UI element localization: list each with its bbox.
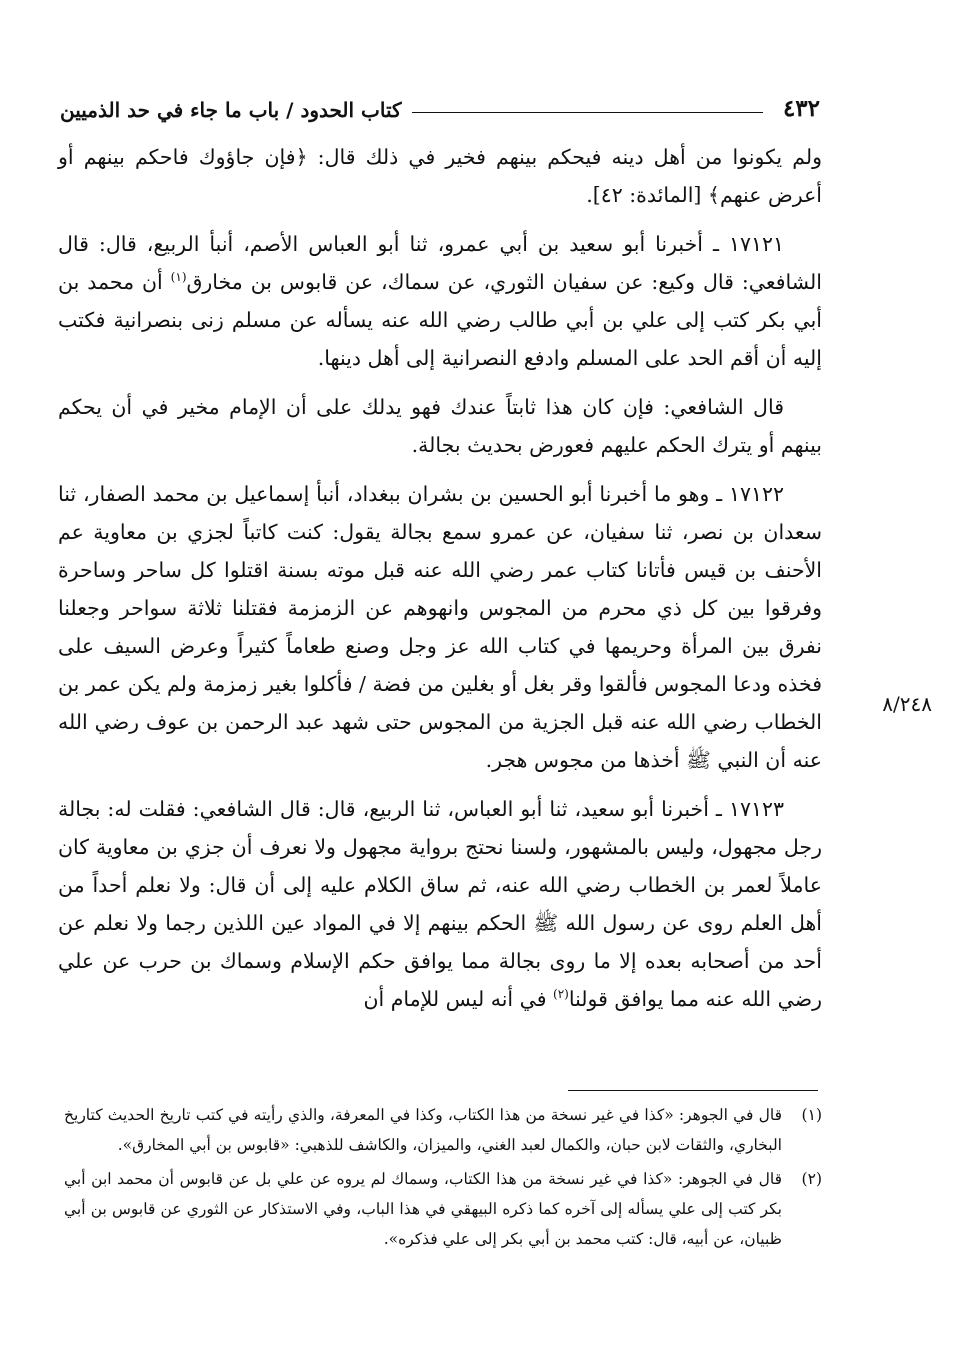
footnotes	[64, 1100, 822, 1258]
footnote-number: (١)	[801, 1106, 822, 1124]
paragraph-text: ١٧١٢١ ـ أخبرنا أبو سعيد بن أبي عمرو، ثنا أبو العباس الأصم، أنبأ الربيع، قال: قال الشافعي: قال وكيع: عن سفيان الثوري، عن سماك، عن قابوس بن مخارق	[58, 232, 823, 294]
paragraph-text: ١٧١٢٢ ـ وهو ما أخبرنا أبو الحسين بن بشران ببغداد، أنبأ إسماعيل بن محمد الصفار، ثنا سعدان بن نصر، ثنا سفيان، عن عمرو سمع بجالة يقول: كنت كاتباً لجزي بن معاوية عم الأحنف بن قيس فأتانا كتاب عمر رضي الله عنه قبل موته بسنة اقتلوا كل ساحر وساحرة وفرقوا بين كل ذي محرم من المجوس وانهوهم عن الزمزمة فقتلنا ثلاثة سواحر وجعلنا نفرق بين المرأة وحريمها في كتاب الله عز وجل وصنع طعاماً كثيراً وعرض السيف على فخذه ودعا المجوس فألقوا وقر بغل أو بغلين من فضة / فأكلوا بغير زمزمة ولم يكن عمر بن الخطاب رضي الله عنه قبل الجزية من المجوس حتى شهد عبد الرحمن بن عوف رضي الله عنه أن النبي ﷺ أخذها من مجوس هجر.	[58, 482, 823, 772]
footnote-separator	[568, 1090, 818, 1091]
paragraph	[58, 138, 822, 214]
paragraph	[58, 225, 822, 377]
paragraph-text: ١٧١٢٣ ـ أخبرنا أبو سعيد، ثنا أبو العباس، ثنا الربيع، قال: قال الشافعي: فقلت له: بجالة رجل مجهول، وليس بالمشهور، ولسنا نحتج برواية مجهول ولا نعرف أن جزي بن معاوية كان عاملاً لعمر بن الخطاب رضي الله عنه، ثم ساق الكلام عليه إلى أن قال: ولا نعلم أحداً من أهل العلم روى عن رسول الله ﷺ الحكم بينهم إلا في المواد عين اللذين رجما ولا نعلم عن أحد من أصحابه بعده إلا ما روى بجالة مما يوافق حكم الإسلام وسماك بن حرب عن علي رضي الله عنه مما يوافق قولنا	[58, 797, 822, 1011]
header-rule	[412, 112, 763, 113]
footnote	[64, 1164, 822, 1254]
footnote-text: قال في الجوهر: «كذا في غير نسخة من هذا الكتاب، وكذا في المعرفة، والذي رأيته في كتب تاريخ الحديث كتاريخ البخاري، والثقات لابن حبان، والكمال لعبد الغني، والميزان، والكاشف للذهبي: «قابوس بن أبي المخارق».	[64, 1106, 782, 1154]
paragraph-text: قال الشافعي: فإن كان هذا ثابتاً عندك فهو يدلك على أن الإمام مخير في أن يحكم بينهم أو يترك الحكم عليهم فعورض بحديث بجالة.	[58, 395, 822, 457]
paragraph	[58, 790, 822, 1018]
running-title: كتاب الحدود / باب ما جاء في حد الذميين	[60, 98, 402, 122]
paragraph-text: ولم يكونوا من أهل دينه فيحكم بينهم فخير في ذلك قال: ﴿فإن جاؤوك فاحكم بينهم أو أعرض عنهم﴾ [المائدة: ٤٢].	[58, 145, 822, 207]
footnote-marker: (١)	[170, 270, 187, 285]
page-number: ٤٣٢	[782, 95, 820, 122]
main-text	[58, 138, 822, 1029]
footnote	[64, 1100, 822, 1160]
footnote-marker: (٢)	[553, 987, 569, 1002]
footnote-text: قال في الجوهر: «كذا في غير نسخة من هذا الكتاب، وسماك لم يروه عن علي بل عن قابوس أن محمد ابن أبي بكر كتب إلى علي يسأله إلى آخره كما ذكره البيهقي في هذا الباب، وفي الاستذكار عن الثوري عن قابوس بن أبي ظبيان، عن أبيه، قال: كتب محمد بن أبي بكر إلى علي فذكره».	[64, 1170, 782, 1248]
paragraph-text: في أنه ليس للإمام أن	[363, 987, 554, 1011]
page-header	[60, 82, 820, 122]
paragraph	[58, 475, 822, 779]
paragraph	[58, 388, 822, 464]
footnote-number: (٢)	[801, 1170, 822, 1188]
paragraph-text: أن محمد بن أبي بكر كتب إلى علي بن أبي طالب رضي الله عنه يسأله عن مسلم زنى بنصرانية فكتب إليه أن أقم الحد على المسلم وادفع النصرانية إلى أهل دينها.	[58, 270, 822, 370]
margin-volume-page-ref: ٨/٢٤٨	[882, 692, 932, 716]
